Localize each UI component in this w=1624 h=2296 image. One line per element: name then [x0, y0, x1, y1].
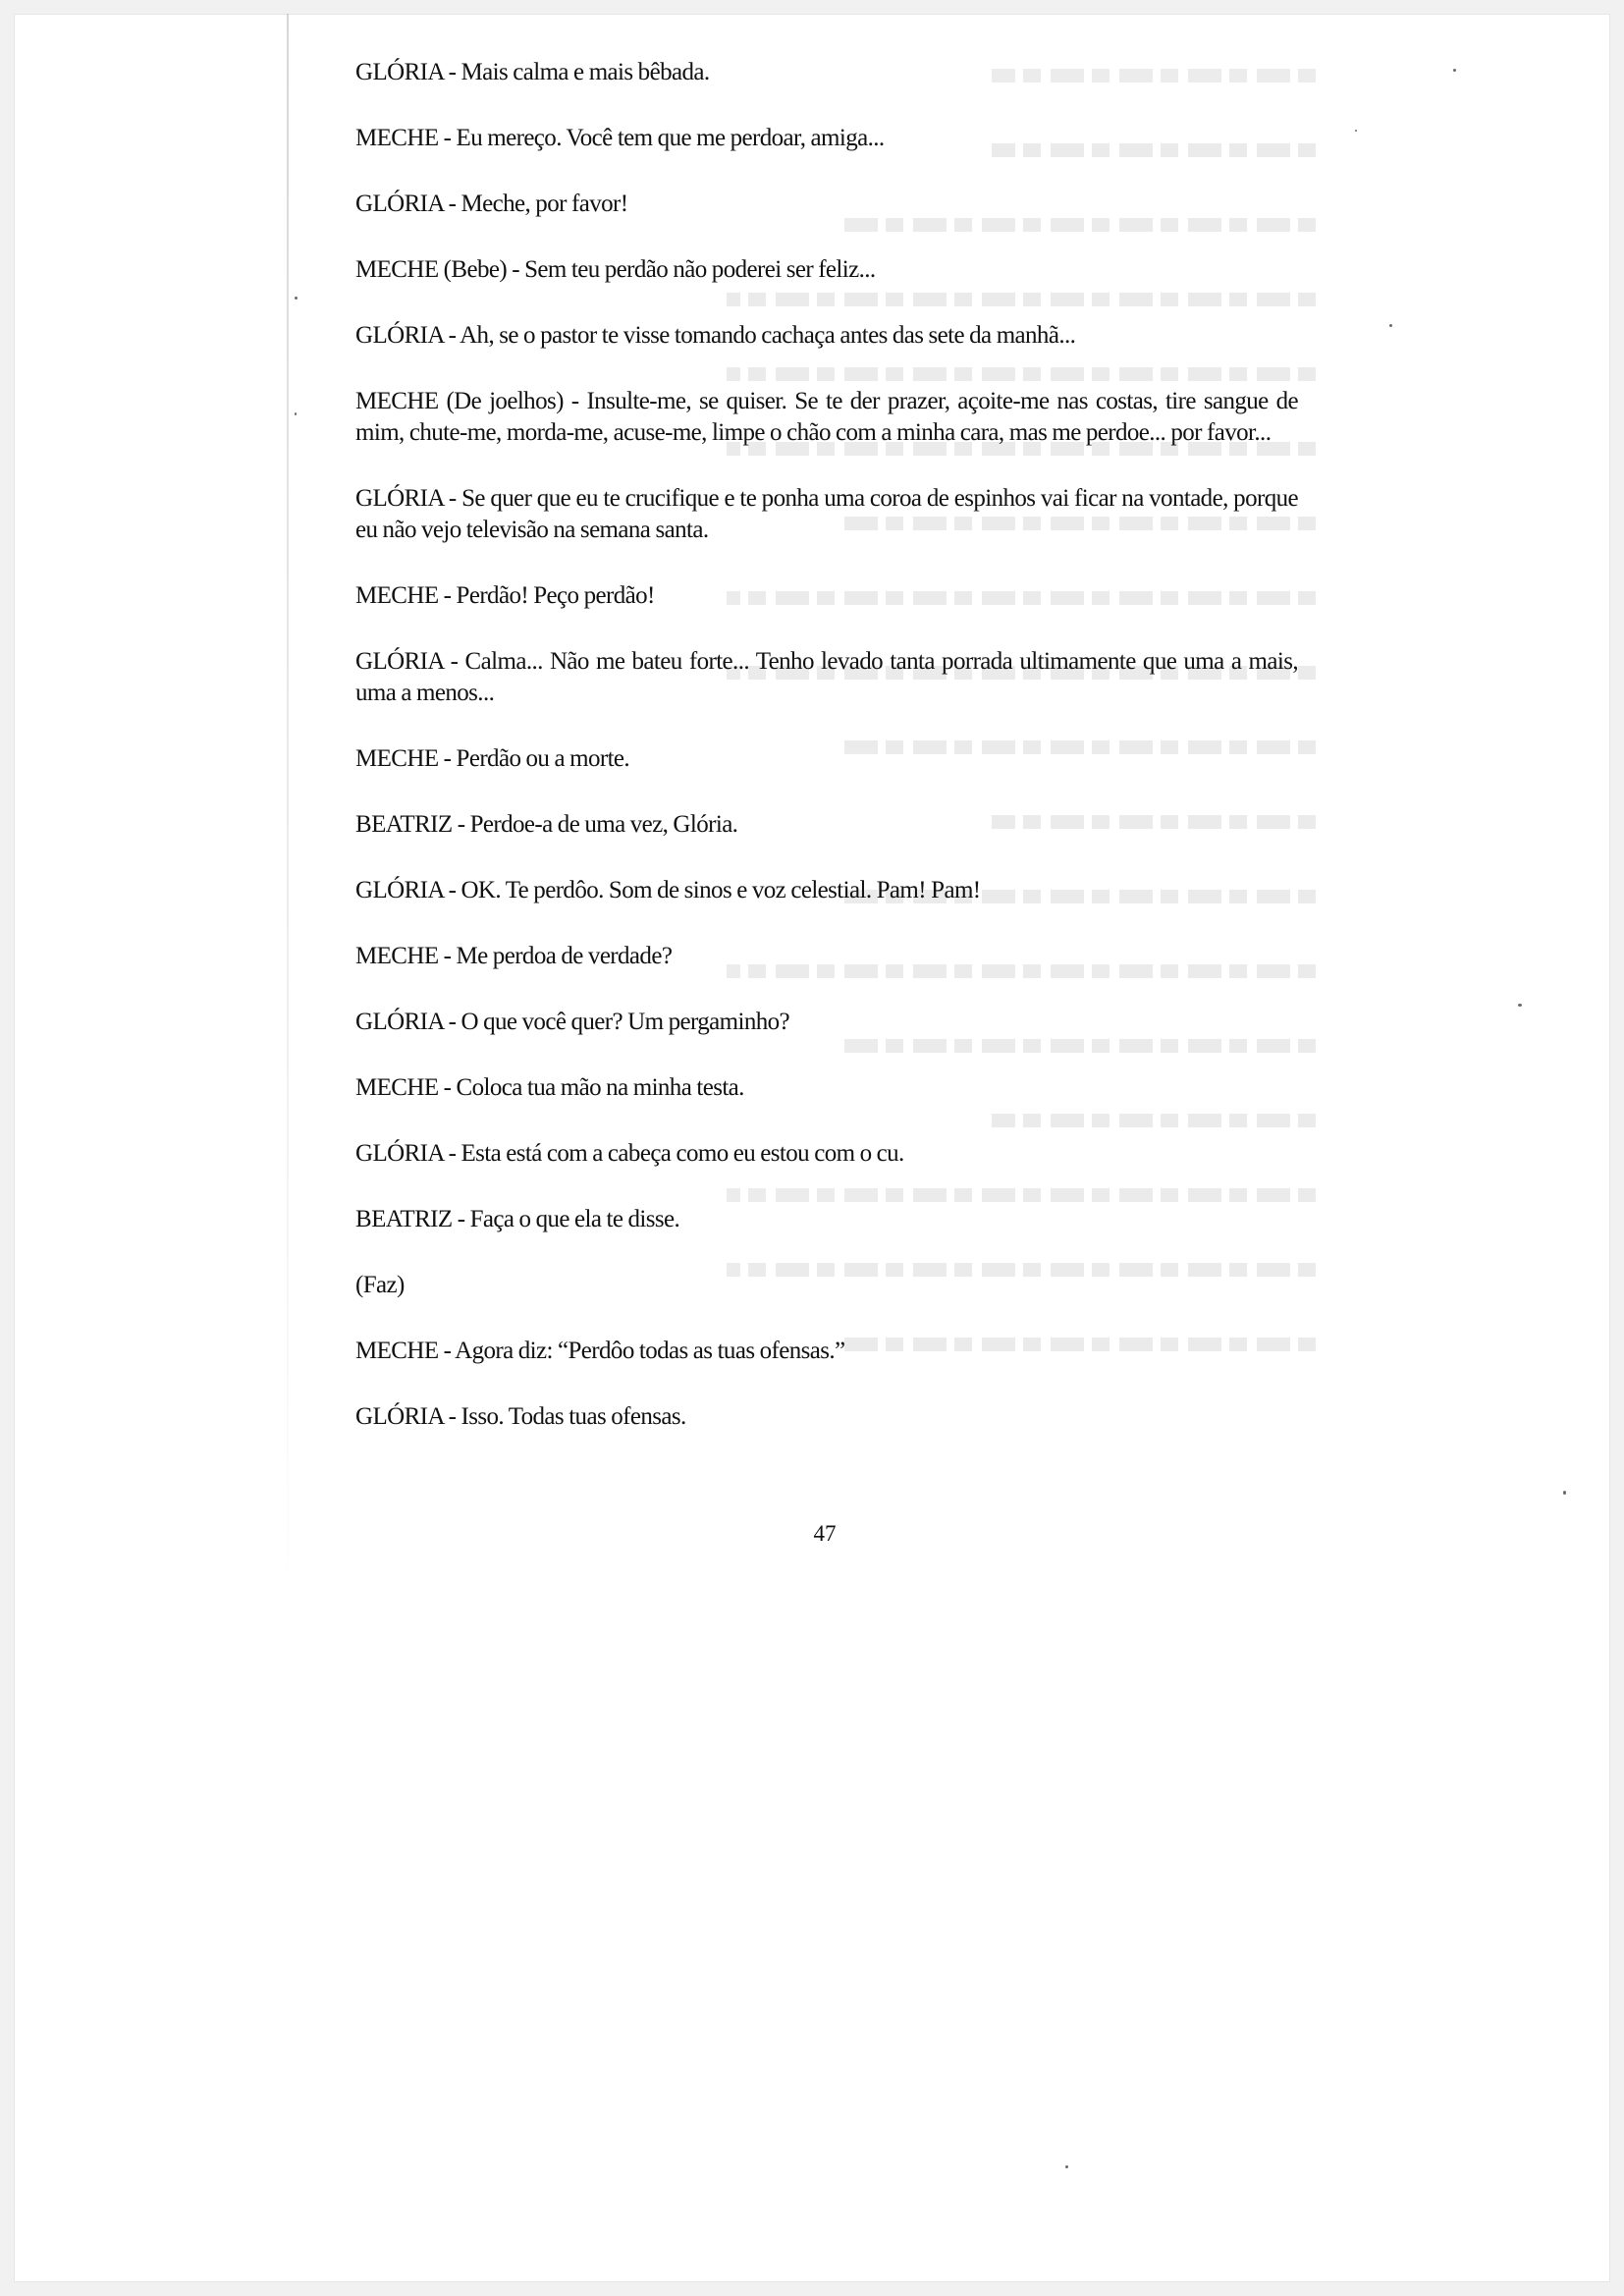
dialogue-line: MECHE - Perdão! Peço perdão! [355, 582, 655, 609]
dialogue-line: GLÓRIA - Calma... Não me bateu forte... Tenho levado tanta porrada ultimamente que uma a mais, uma a menos... [355, 648, 1298, 706]
stage-direction: (Faz) [355, 1272, 405, 1298]
dialogue-line: BEATRIZ - Perdoe-a de uma vez, Glória. [355, 811, 738, 838]
dialogue-line: GLÓRIA - Mais calma e mais bêbada. [355, 59, 710, 85]
dialogue-line: MECHE (Bebe) - Sem teu perdão não poderei ser feliz... [355, 256, 876, 283]
dialogue-line: MECHE - Coloca tua mão na minha testa. [355, 1074, 744, 1101]
scan-speck [295, 297, 298, 300]
dialogue-line: GLÓRIA - OK. Te perdôo. Som de sinos e voz celestial. Pam! Pam! [355, 877, 981, 903]
scan-speck [1563, 1491, 1566, 1495]
dialogue-line: MECHE - Agora diz: “Perdôo todas as tuas ofensas.” [355, 1338, 845, 1364]
dialogue-line: GLÓRIA - Ah, se o pastor te visse tomando cachaça antes das sete da manhã... [355, 322, 1076, 349]
dialogue-line: MECHE - Eu mereço. Você tem que me perdoar, amiga... [355, 125, 885, 151]
dialogue-line: GLÓRIA - Isso. Todas tuas ofensas. [355, 1403, 686, 1430]
scan-speck [1389, 324, 1392, 327]
scan-speck [295, 412, 297, 415]
scan-speck [1355, 130, 1357, 132]
page-fold-line [287, 14, 289, 1624]
dialogue-line: BEATRIZ - Faça o que ela te disse. [355, 1206, 680, 1232]
page-number: 47 [813, 1521, 837, 1546]
dialogue-line: MECHE (De joelhos) - Insulte-me, se quiser. Se te der prazer, açoite-me nas costas, tire sangue de mim, chute-me, morda-me, acuse-me, limpe o chão com a minha cara, mas me perdoe... por favor... [355, 388, 1298, 446]
dialogue-line: GLÓRIA - Se quer que eu te crucifique e te ponha uma coroa de espinhos vai ficar na vontade, porque eu não vejo televisão na semana santa. [355, 485, 1298, 543]
dialogue-line: MECHE - Perdão ou a morte. [355, 745, 630, 772]
scan-speck [1518, 1004, 1522, 1007]
dialogue-line: GLÓRIA - Meche, por favor! [355, 191, 628, 217]
dialogue-line: GLÓRIA - Esta está com a cabeça como eu estou com o cu. [355, 1140, 904, 1167]
scan-speck [1453, 69, 1456, 72]
dialogue-line: GLÓRIA - O que você quer? Um pergaminho? [355, 1009, 790, 1035]
script-text-column [355, 57, 1298, 1467]
scan-speck [1065, 2165, 1068, 2168]
dialogue-line: MECHE - Me perdoa de verdade? [355, 943, 673, 969]
